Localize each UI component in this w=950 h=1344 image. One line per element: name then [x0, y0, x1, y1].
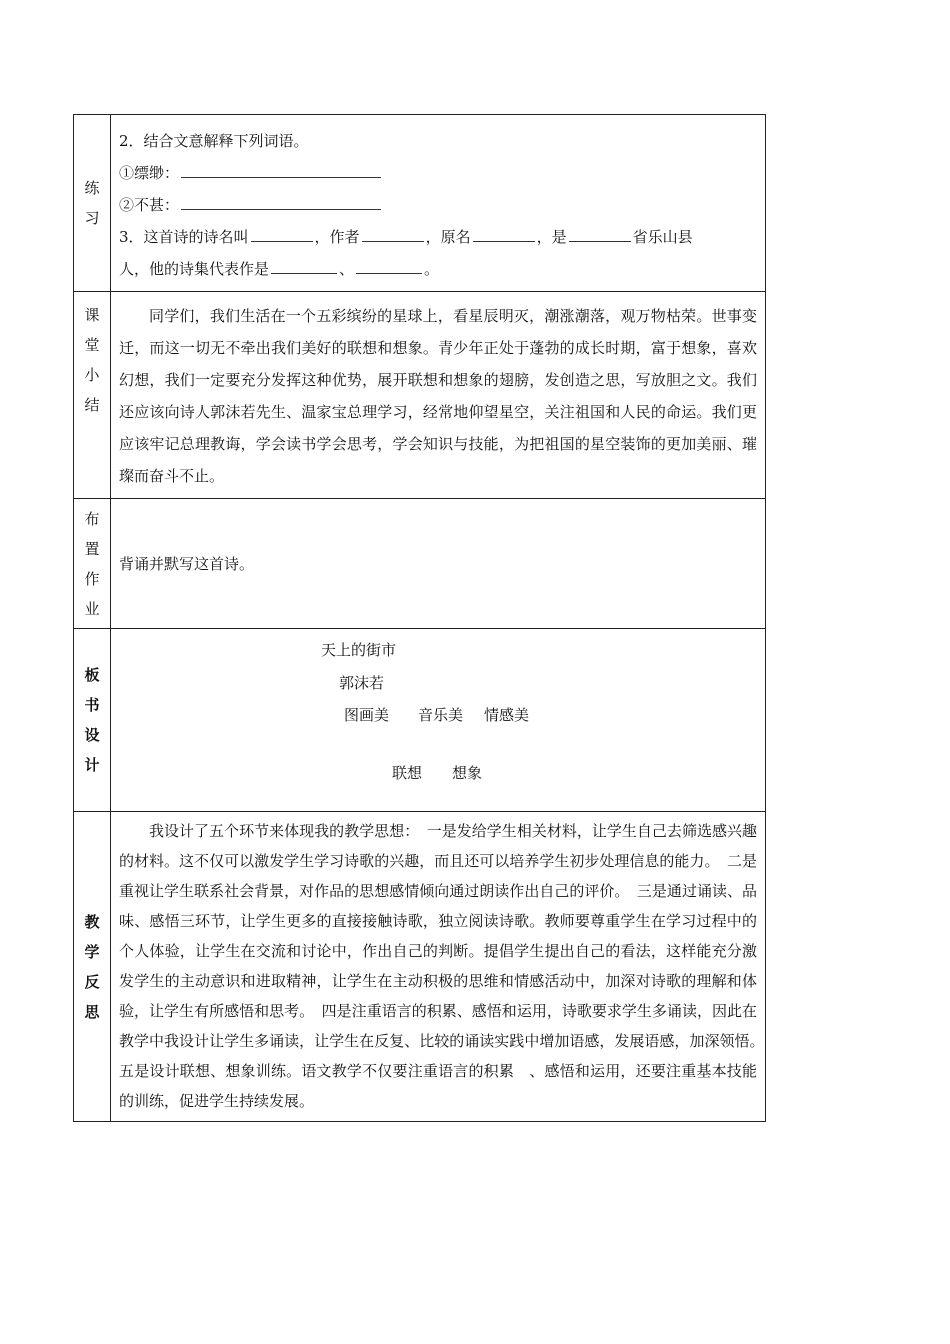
q3-text: 人，他的诗集代表作是 [119, 260, 270, 278]
question-3-line-2 [119, 253, 757, 285]
board-beauty-3: 情感美 [484, 706, 530, 724]
q3-text: 、 [339, 260, 355, 278]
q3-text: 省乐山县 [632, 228, 693, 246]
answer-blank[interactable] [181, 208, 381, 210]
board-row [74, 629, 766, 812]
homework-content [111, 499, 766, 629]
board-header-char: 板 [84, 666, 100, 684]
board-header-char: 设 [84, 726, 100, 744]
homework-header-char: 业 [84, 599, 100, 618]
board-layout [111, 629, 765, 811]
lesson-plan-table [73, 114, 773, 1122]
reflection-header-char: 思 [84, 1002, 100, 1021]
homework-text: 背诵并默写这首诗。 [119, 554, 255, 573]
reflection-text: 我设计了五个环节来体现我的教学思想： 一是发给学生相关材料，让学生自己去筛选感兴趣的材料。这不仅可以激发学生学习诗歌的兴趣，而且还可以培养学生初步处理信息的能力。 二是重视让学生联系社会背景，对作品的思想感情倾向通过朗读作出自己的评价。 三是通过诵读、品味、感悟三环节，让学生更多的直接接触诗歌，独立阅读诗歌。教师要尊重学生在学习过程中的个人体验，让学生在交流和讨论中，作出自己的判断。提倡学生提出自己的看法，这样能充分激发学生的主动意识和进取精神，让学生在主动积极的思维和情感活动中，加深对诗歌的理解和体验，让学生有所感悟和思考。 四是注重语言的积累、感悟和运用，诗歌要求学生多诵读，因此在教学中我设计让学生多诵读，让学生在反复、比较的诵读实践中增加语感，发展语感，加深领悟。 五是设计联想、想象训练。语文教学不仅要注重语言的积累 、感悟和运用，还要注重基本技能的训练，促进学生持续发展。 [119, 822, 773, 1110]
answer-blank[interactable] [251, 240, 313, 242]
practice-row [74, 115, 766, 292]
summary-header [74, 292, 111, 499]
answer-blank[interactable] [181, 176, 381, 178]
summary-content [111, 292, 766, 499]
summary-text: 同学们，我们生活在一个五彩缤纷的星球上，看星辰明灭，潮涨潮落，观万物枯荣。世事变迁，而这一切无不牵出我们美好的联想和想象。青少年正处于蓬勃的成长时期，富于想象，喜欢幻想，我们一定要充分发挥这种优势，展开联想和想象的翅膀，发创造之思，写放胆之文。我们还应该向诗人郭沫若先生、温家宝总理学习，经常地仰望星空，关注祖国和人民的命运。我们更应该牢记总理教诲，学会读书学会思考，学会知识与技能，为把祖国的星空装饰的更加美丽、璀璨而奋斗不止。 [119, 307, 757, 485]
homework-row [74, 499, 766, 629]
summary-header-char: 小 [84, 366, 100, 384]
answer-blank[interactable] [473, 240, 535, 242]
reflection-content [111, 812, 773, 1122]
question-3-line-1 [119, 221, 757, 253]
q3-text: ，作者 [314, 228, 360, 246]
summary-row [74, 292, 766, 499]
lesson-plan-sheet [73, 114, 773, 1122]
homework-header-char: 布 [84, 509, 100, 528]
homework-header-char: 作 [84, 569, 100, 588]
board-content [111, 629, 766, 812]
board-header-char: 计 [84, 756, 100, 774]
reflection-row [74, 812, 766, 1122]
board-assoc-1: 联想 [392, 764, 423, 782]
board-title: 天上的街市 [321, 641, 397, 659]
q3-text: ，是 [536, 228, 567, 246]
board-assoc-2: 想象 [452, 764, 483, 782]
reflection-header-char: 学 [84, 942, 100, 961]
reflection-header-char: 教 [84, 912, 100, 931]
homework-header-char: 置 [84, 539, 100, 558]
answer-blank[interactable] [362, 240, 424, 242]
homework-header [74, 499, 111, 629]
q3-text: ，原名 [425, 228, 471, 246]
question-2-title: 2．结合文意解释下列词语。 [119, 132, 309, 150]
practice-header-char: 习 [84, 209, 100, 227]
reflection-header-char: 反 [84, 972, 100, 991]
practice-header-char: 练 [84, 179, 100, 197]
item-1-label: ①缥缈： [119, 164, 180, 182]
summary-header-char: 堂 [84, 336, 100, 354]
answer-blank[interactable] [271, 272, 337, 274]
practice-header [74, 115, 111, 292]
board-header [74, 629, 111, 812]
reflection-header [74, 812, 111, 1122]
q3-text: 。 [424, 260, 440, 278]
item-2-label: ②不甚： [119, 196, 180, 214]
answer-blank[interactable] [356, 272, 422, 274]
question-2-item-1 [119, 157, 757, 189]
practice-content [111, 115, 766, 292]
question-2-item-2 [119, 189, 757, 221]
q3-text: 3．这首诗的诗名叫 [119, 228, 249, 246]
board-author: 郭沫若 [339, 674, 385, 692]
answer-blank[interactable] [569, 240, 631, 242]
summary-header-char: 课 [84, 306, 100, 324]
board-header-char: 书 [84, 696, 100, 714]
board-beauty-2: 音乐美 [418, 706, 464, 724]
summary-header-char: 结 [84, 396, 100, 414]
board-beauty-1: 图画美 [344, 706, 390, 724]
